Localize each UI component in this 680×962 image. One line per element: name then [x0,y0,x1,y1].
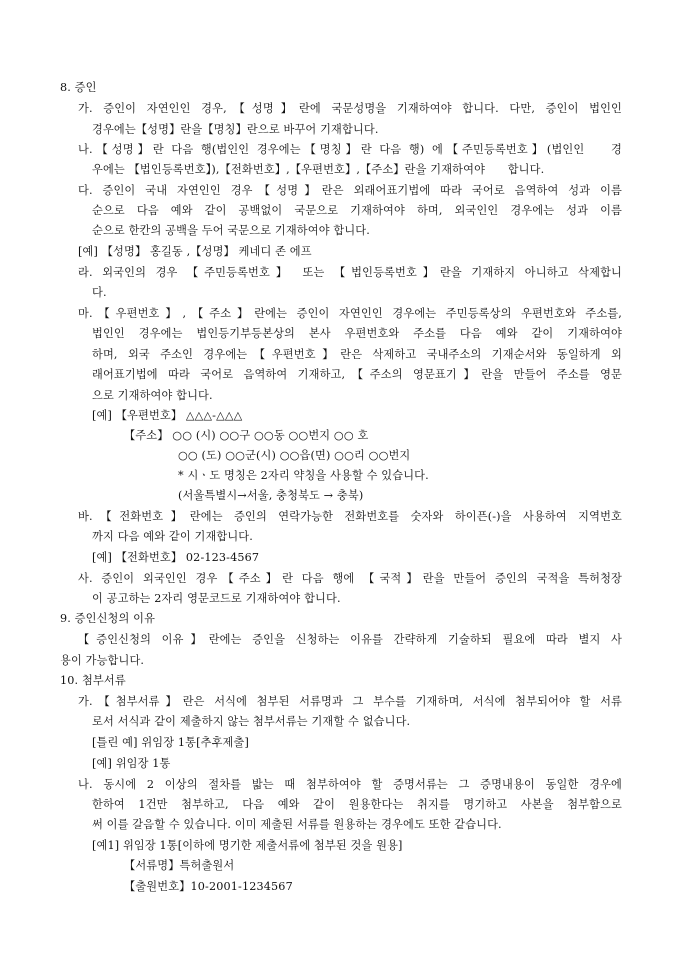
item-10-na-example-app-number: 【출원번호】10-2001-1234567 [124,880,293,893]
section-9-body-line-1: 【증인신청의 이유】란에는 증인을 신청하는 이유를 간략하게 기술하되 필요에 따라 별지 사 [78,633,622,646]
item-8-ma-line-1: 마.【우편번호】,【주소】란에는 증인이 자연인인 경우에는 주민등록상의 우편번호와 주소를, [78,307,622,320]
item-8-da-line-2: 순으로 다음 예와 같이 공백없이 국문으로 기재하여야 하며, 외국인인 경우에는 성과 이름 [92,204,622,217]
item-8-ra-line-1: 라. 외국인의 경우 【주민등록번호】 또는 【법인등록번호】란을 기재하지 아니하고 삭제합니 [78,266,622,279]
item-8-ba-line-1: 바.【전화번호】란에는 증인의 연락가능한 전화번호를 숫자와 하이픈(-)을 사용하여 지역번호 [78,510,622,523]
section-8-heading: 8. 증인 [60,81,97,94]
item-8-ma-line-3: 하며, 외국 주소인 경우에는【우편번호】란은 삭제하고 국내주소의 기재순서와 동일하게 외 [92,348,622,361]
item-8-ma-line-5: 으로 기재하여야 합니다. [92,389,213,402]
item-8-ma-line-2: 법인인 경우에는 법인등기부등본상의 본사 우편번호와 주소를 다음 예와 같이 기재하여야 [92,327,622,340]
item-8-ga-line-2: 경우에는【성명】란을【명칭】란으로 바꾸어 기재합니다. [92,123,379,136]
item-8-ra-line-2: 다. [92,286,107,299]
item-10-ga-line-2: 로서 서식과 같이 제출하지 않는 첨부서류는 기재할 수 없습니다. [92,715,411,728]
item-8-da-line-1: 다. 증인이 국내 자연인인 경우【성명】란은 외래어표기법에 따라 국어로 음역하여 성과 이름 [78,184,622,197]
item-10-na-example-1: [예1] 위임장 1통[이하에 명기한 제출서류에 첨부된 것을 원용] [92,839,403,852]
item-8-sa-line-1: 사. 증인이 외국인인 경우【주소】란 다음 행에 【국적】란을 만들어 증인의 국적을 특허청장 [78,572,622,585]
item-8-ma-example-note-1: * 시ㆍ도 명칭은 2자리 약칭을 사용할 수 있습니다. [178,469,429,482]
item-10-na-example-doc-name: 【서류명】특허출원서 [124,859,235,872]
item-8-ba-line-2: 까지 다음 예와 같이 기재합니다. [92,530,253,543]
item-8-da-example: [예] 【성명】 홍길동 ,【성명】 케네디 존 에프 [78,245,312,258]
item-8-sa-line-2: 이 공고하는 2자리 영문코드로 기재하여야 합니다. [92,592,341,605]
item-10-ga-wrong-example: [틀린 예] 위임장 1통[추후제출] [92,736,249,749]
item-8-ga-line-1: 가. 증인이 자연인인 경우,【성명】란에 국문성명을 기재하여야 합니다. 다만, 증인이 법인인 [78,102,622,115]
section-9-heading: 9. 증인신청의 이유 [60,612,156,625]
section-9-body-line-2: 용이 가능합니다. [60,654,145,667]
item-8-ba-example: [예] 【전화번호】 02-123-4567 [92,551,260,564]
item-10-na-line-1: 나. 동시에 2 이상의 절차를 밟는 때 첨부하여야 할 증명서류는 그 증명내용이 동일한 경우에 [78,778,622,791]
section-10-heading: 10. 첨부서류 [60,674,126,687]
item-10-na-line-2: 한하여 1건만 첨부하고, 다음 예와 같이 원용한다는 취지를 명기하고 사본을 첨부함으로 [92,798,622,811]
item-8-ma-example-address-2: ○○ (도) ○○군(시) ○○읍(면) ○○리 ○○번지 [178,449,411,462]
item-8-ma-example-note-2: (서울특별시→서울, 충청북도 → 충북) [178,489,364,502]
item-8-na-line-2: 우에는 【법인등록번호】),【전화번호】,【우편번호】,【주소】란을 기재하여야 합니다. [92,163,545,176]
item-8-ma-example-address-1: 【주소】 ○○ (시) ○○구 ○○동 ○○번지 ○○ 호 [124,429,369,442]
item-8-ma-line-4: 래어표기법에 따라 국어로 음역하여 기재하고,【주소의 영문표기】란을 만들어 주소를 영문 [92,368,622,381]
item-8-ma-example-zip: [예] 【우편번호】 △△△-△△△ [92,409,243,422]
item-8-na-line-1: 나.【성명】란 다음 행(법인인 경우에는【명칭】란 다음 행) 에【주민등록번호】(법인인 경 [78,143,622,156]
item-10-ga-line-1: 가.【첨부서류】란은 서식에 첨부된 서류명과 그 부수를 기재하며, 서식에 첨부되어야 할 서류 [78,695,622,708]
item-8-da-line-3: 순으로 한칸의 공백을 두어 국문으로 기재하여야 합니다. [92,224,370,237]
item-10-ga-right-example: [예] 위임장 1통 [92,757,171,770]
item-10-na-line-3: 써 이를 갈음할 수 있습니다. 이미 제출된 서류를 원용하는 경우에도 또한 같습니다. [92,818,502,831]
